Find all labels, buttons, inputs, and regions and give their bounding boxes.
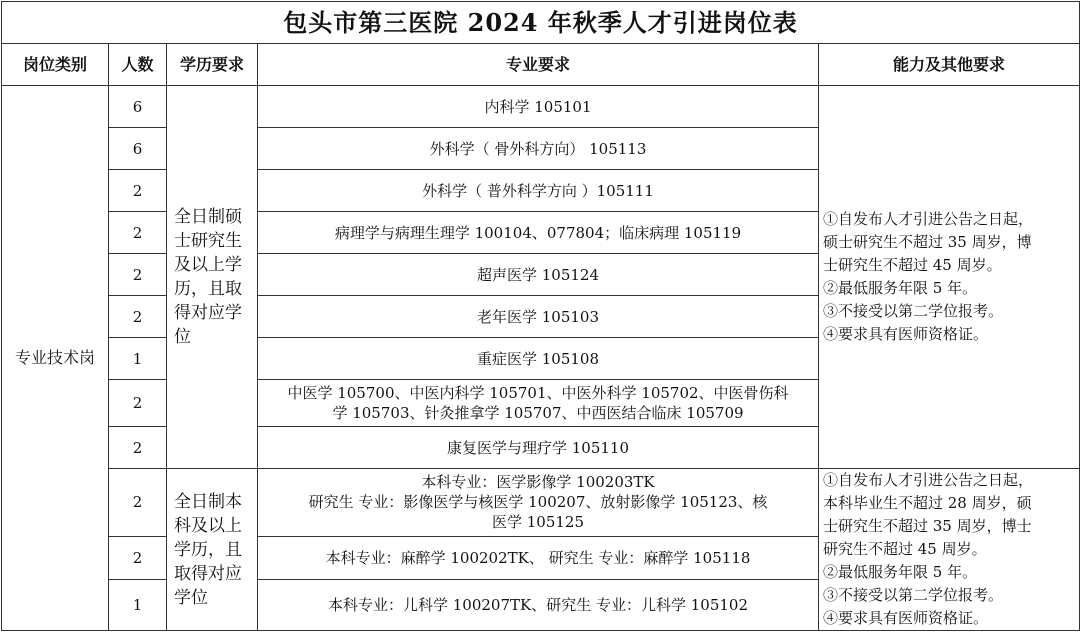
ability-line: ①自发布人才引进公告之日起， xyxy=(823,471,1034,489)
major-line: 外科学（ 骨外科方向） 105113 xyxy=(429,139,647,158)
count-cell: 2 xyxy=(109,427,167,469)
major-line: 病理学与病理生理学 100104、077804；临床病理 105119 xyxy=(334,223,742,242)
count-cell: 2 xyxy=(109,469,167,537)
major-line: 本科专业：儿科学 100207TK、研究生 专业：儿科学 105102 xyxy=(327,596,749,615)
major-line: 医学 105125 xyxy=(491,513,585,532)
major-cell xyxy=(258,296,819,338)
count-cell: 2 xyxy=(109,380,167,427)
education-text: 全日制本科及以上学历，且取得对应学位 xyxy=(174,491,242,608)
count-cell: 6 xyxy=(109,86,167,128)
ability-line: 硕士研究生不超过 35 周岁，博 xyxy=(823,233,1032,251)
count-cell: 6 xyxy=(109,128,167,170)
ability-cell-master xyxy=(819,86,1080,469)
page-title: 包头市第三医院 2024 年秋季人才引进岗位表 xyxy=(2,2,1080,44)
count-cell: 2 xyxy=(109,296,167,338)
count-cell: 2 xyxy=(109,212,167,254)
education-cell-master xyxy=(167,86,258,469)
ability-line: ③不接受以第二学位报考。 xyxy=(823,586,1004,604)
education-cell-bachelor xyxy=(167,469,258,631)
header-count: 人数 xyxy=(109,44,167,86)
ability-line: 士研究生不超过 35 周岁，博士 xyxy=(823,517,1032,535)
major-cell xyxy=(258,86,819,128)
ability-line: ④要求具有医师资格证。 xyxy=(823,609,989,627)
major-cell xyxy=(258,170,819,212)
table-row xyxy=(2,469,1080,537)
ability-line: 士研究生不超过 45 周岁。 xyxy=(823,256,1002,274)
major-cell xyxy=(258,469,819,537)
major-line: 内科学 105101 xyxy=(484,97,592,116)
ability-line: 本科毕业生不超过 28 周岁，硕 xyxy=(823,494,1032,512)
ability-line: ②最低服务年限 5 年。 xyxy=(823,279,978,297)
count-cell: 2 xyxy=(109,536,167,580)
major-line: 本科专业：医学影像学 100203TK xyxy=(421,473,655,492)
recruitment-table xyxy=(1,1,1080,631)
major-line: 研究生 专业：影像医学与核医学 100207、放射影像学 105123、核 xyxy=(308,493,768,512)
count-cell: 1 xyxy=(109,580,167,631)
ability-line: ④要求具有医师资格证。 xyxy=(823,325,989,343)
ability-cell-bachelor xyxy=(819,469,1080,631)
major-line: 康复医学与理疗学 105110 xyxy=(446,438,630,457)
major-cell xyxy=(258,212,819,254)
major-line: 外科学（ 普外科学方向 ）105111 xyxy=(422,181,654,200)
major-line: 老年医学 105103 xyxy=(476,307,600,326)
major-cell xyxy=(258,580,819,631)
count-cell: 2 xyxy=(109,170,167,212)
header-ability: 能力及其他要求 xyxy=(819,44,1080,86)
major-line: 超声医学 105124 xyxy=(476,265,600,284)
ability-line: 研究生不超过 45 周岁。 xyxy=(823,540,987,558)
header-education: 学历要求 xyxy=(167,44,258,86)
count-cell: 1 xyxy=(109,338,167,380)
major-cell xyxy=(258,254,819,296)
header-category: 岗位类别 xyxy=(2,44,109,86)
major-line: 本科专业：麻醉学 100202TK、 研究生 专业：麻醉学 105118 xyxy=(325,548,751,567)
major-cell xyxy=(258,380,819,427)
major-line: 中医学 105700、中医内科学 105701、中医外科学 105702、中医骨伤科 xyxy=(287,384,789,402)
ability-line: ②最低服务年限 5 年。 xyxy=(823,563,978,581)
ability-line: ①自发布人才引进公告之日起， xyxy=(823,210,1034,228)
major-line: 学 105703、针灸推拿学 105707、中西医结合临床 105709 xyxy=(332,404,744,422)
ability-line: ③不接受以第二学位报考。 xyxy=(823,302,1004,320)
category-cell: 专业技术岗 xyxy=(2,86,109,631)
education-text: 全日制硕士研究生及以上学历，且取得对应学位 xyxy=(174,207,242,347)
header-major: 专业要求 xyxy=(258,44,819,86)
table-row xyxy=(2,86,1080,128)
major-cell xyxy=(258,427,819,469)
major-cell xyxy=(258,128,819,170)
count-cell: 2 xyxy=(109,254,167,296)
major-cell xyxy=(258,338,819,380)
major-line: 重症医学 105108 xyxy=(476,349,600,368)
major-cell xyxy=(258,536,819,580)
